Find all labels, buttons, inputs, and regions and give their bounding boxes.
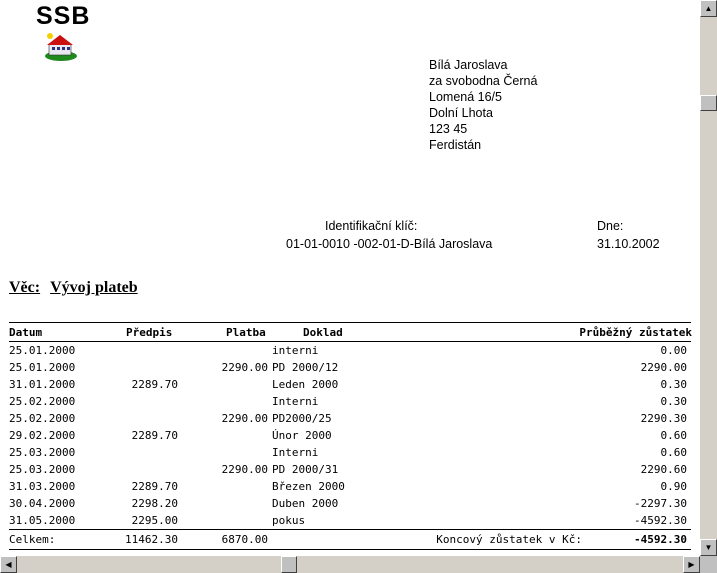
- cell-platba: 2290.00: [221, 412, 268, 425]
- table-row: [0, 446, 700, 463]
- scrollbar-corner: [700, 556, 717, 573]
- cell-datum: 25.02.2000: [9, 412, 76, 425]
- cell-doklad: Leden 2000: [272, 378, 339, 391]
- address-line: Dolní Lhota: [429, 106, 493, 120]
- cell-datum: 31.05.2000: [9, 514, 76, 527]
- subject-title: Vývoj plateb: [50, 279, 138, 296]
- cell-doklad: Interni: [272, 395, 319, 408]
- identification-value: 01-01-0010 -002-01-D-Bílá Jaroslava: [286, 237, 493, 251]
- house-icon: [44, 31, 80, 61]
- cell-datum: 25.01.2000: [9, 361, 76, 374]
- cell-doklad: PD 2000/31: [272, 463, 339, 476]
- cell-doklad: Duben 2000: [272, 497, 339, 510]
- table-row: [0, 480, 700, 497]
- cell-datum: 25.02.2000: [9, 395, 76, 408]
- cell-datum: 30.04.2000: [9, 497, 76, 510]
- final-balance-value: -4592.30: [634, 533, 687, 546]
- cell-datum: 25.03.2000: [9, 446, 76, 459]
- cell-datum: 25.03.2000: [9, 463, 76, 476]
- header-predpis: Předpis: [126, 326, 173, 339]
- vertical-scrollbar[interactable]: [700, 0, 717, 556]
- logo-text: SSB: [36, 2, 91, 30]
- header-datum: Datum: [9, 326, 43, 339]
- cell-zustatek: 0.60: [660, 429, 687, 442]
- cell-zustatek: 0.00: [660, 344, 687, 357]
- divider: [9, 341, 691, 342]
- cell-datum: 29.02.2000: [9, 429, 76, 442]
- total-row: [0, 533, 700, 548]
- table-row: [0, 395, 700, 412]
- table-header: [0, 326, 700, 340]
- cell-predpis: 2289.70: [131, 429, 178, 442]
- vertical-scroll-thumb[interactable]: [700, 95, 717, 111]
- cell-platba: 2290.00: [221, 361, 268, 374]
- address-line: Bílá Jaroslava: [429, 58, 508, 72]
- cell-platba: 2290.00: [221, 463, 268, 476]
- horizontal-scrollbar[interactable]: [0, 556, 700, 573]
- scroll-down-icon[interactable]: ▼: [700, 539, 717, 556]
- cell-doklad: Interni: [272, 446, 319, 459]
- cell-doklad: pokus: [272, 514, 306, 527]
- address-line: 123 45: [429, 122, 468, 136]
- cell-doklad: Březen 2000: [272, 480, 345, 493]
- total-label: Celkem:: [9, 533, 56, 546]
- header-zustatek: Průběžný zůstatek: [579, 326, 692, 339]
- cell-predpis: 2289.70: [131, 378, 178, 391]
- cell-predpis: 2289.70: [131, 480, 178, 493]
- scroll-up-icon[interactable]: ▲: [700, 0, 717, 17]
- divider: [9, 549, 691, 550]
- recipient-address: [429, 57, 537, 153]
- cell-doklad: PD2000/25: [272, 412, 332, 425]
- cell-zustatek: 0.90: [660, 480, 687, 493]
- total-predpis: 11462.30: [125, 533, 178, 546]
- address-line: za svobodna Černá: [429, 74, 538, 88]
- table-row: [0, 429, 700, 446]
- cell-zustatek: 0.30: [660, 378, 687, 391]
- cell-zustatek: 2290.30: [640, 412, 687, 425]
- date-value: 31.10.2002: [597, 237, 660, 251]
- cell-doklad: interni: [272, 344, 319, 357]
- cell-zustatek: 2290.60: [640, 463, 687, 476]
- table-row: [0, 497, 700, 514]
- horizontal-scroll-thumb[interactable]: [281, 556, 297, 573]
- header-platba: Platba: [226, 326, 266, 339]
- cell-zustatek: 2290.00: [640, 361, 687, 374]
- cell-zustatek: -2297.30: [634, 497, 687, 510]
- cell-zustatek: -4592.30: [634, 514, 687, 527]
- divider: [9, 322, 691, 323]
- divider: [9, 529, 691, 530]
- subject-prefix: Věc:: [9, 279, 41, 296]
- cell-predpis: 2298.20: [131, 497, 178, 510]
- scroll-left-icon[interactable]: ◀: [0, 556, 17, 573]
- payment-rows: [0, 344, 700, 531]
- cell-datum: 25.01.2000: [9, 344, 76, 357]
- cell-doklad: PD 2000/12: [272, 361, 339, 374]
- cell-doklad: Únor 2000: [272, 429, 332, 442]
- table-row: [0, 412, 700, 429]
- date-label: Dne:: [597, 219, 624, 233]
- header-doklad: Doklad: [303, 326, 343, 339]
- total-platba: 6870.00: [221, 533, 268, 546]
- cell-datum: 31.03.2000: [9, 480, 76, 493]
- address-line: Lomená 16/5: [429, 90, 502, 104]
- final-balance-label: Koncový zůstatek v Kč:: [436, 533, 582, 546]
- table-row: [0, 378, 700, 395]
- table-row: [0, 344, 700, 361]
- subject-heading: [9, 279, 138, 297]
- scroll-right-icon[interactable]: ▶: [683, 556, 700, 573]
- cell-predpis: 2295.00: [131, 514, 178, 527]
- cell-datum: 31.01.2000: [9, 378, 76, 391]
- identification-label: Identifikační klíč:: [325, 219, 418, 233]
- table-row: [0, 463, 700, 480]
- table-row: [0, 361, 700, 378]
- cell-zustatek: 0.30: [660, 395, 687, 408]
- address-line: Ferdistán: [429, 138, 482, 152]
- cell-zustatek: 0.60: [660, 446, 687, 459]
